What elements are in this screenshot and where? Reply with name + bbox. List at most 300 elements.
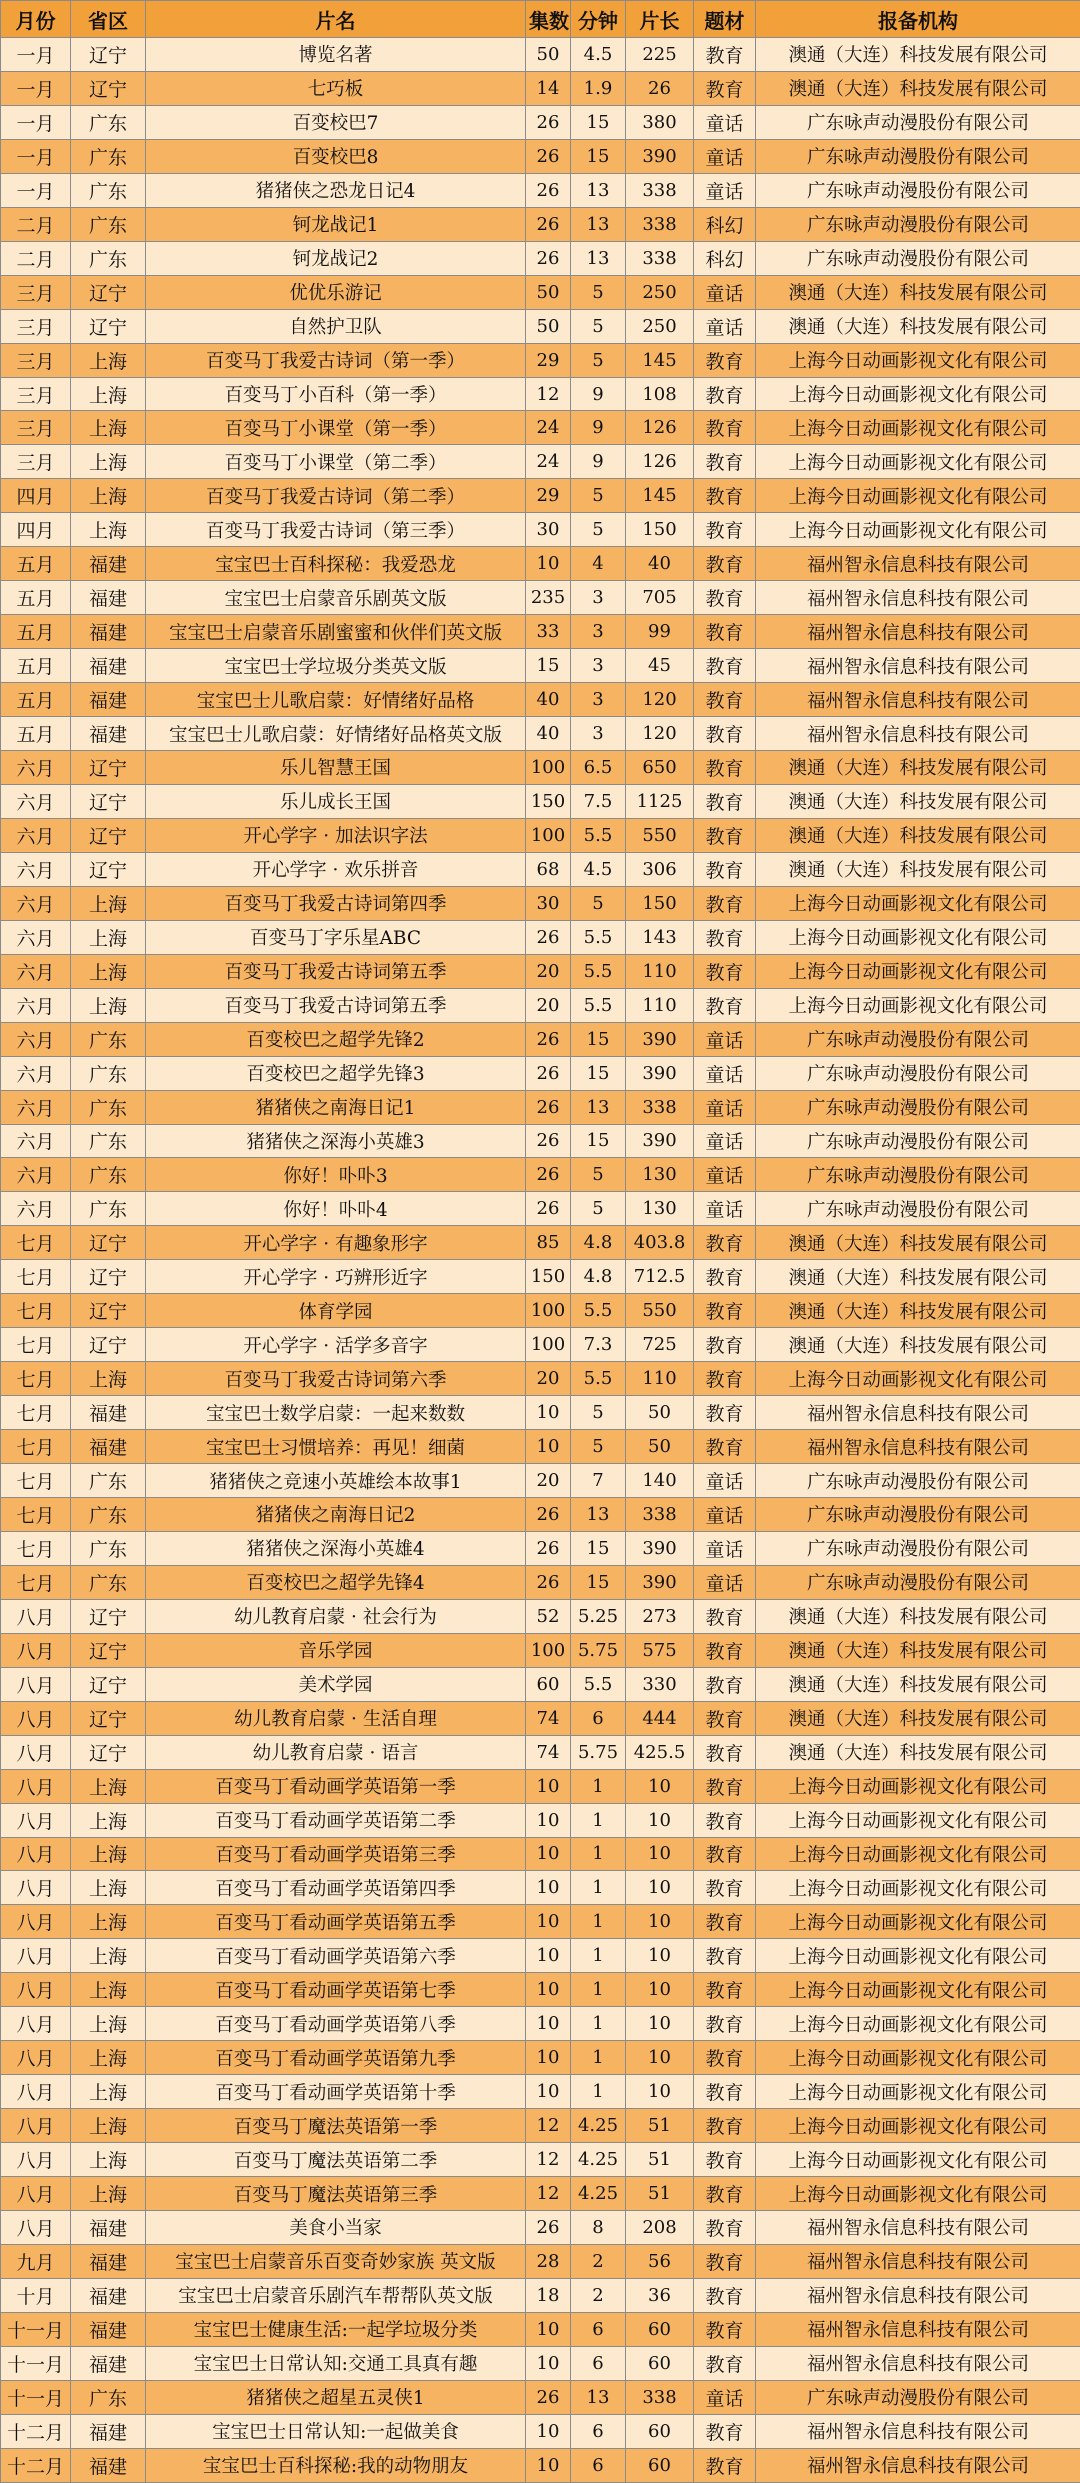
month-cell: 五月 xyxy=(1,649,71,683)
title-cell: 百变马丁小课堂（第二季） xyxy=(146,445,526,479)
month-cell: 七月 xyxy=(1,1226,71,1260)
title-cell: 宝宝巴士日常认知:交通工具真有趣 xyxy=(146,2346,526,2380)
title-cell: 宝宝巴士数学启蒙：一起来数数 xyxy=(146,1396,526,1430)
province-cell: 上海 xyxy=(71,2041,146,2075)
month-cell: 八月 xyxy=(1,1871,71,1905)
organization-cell: 澳通（大连）科技发展有限公司 xyxy=(756,1599,1080,1633)
genre-cell: 童话 xyxy=(694,1497,756,1531)
organization-cell: 福州智永信息科技有限公司 xyxy=(756,2414,1080,2448)
organization-cell: 澳通（大连）科技发展有限公司 xyxy=(756,818,1080,852)
organization-cell: 福州智永信息科技有限公司 xyxy=(756,2448,1080,2482)
episodes-cell: 26 xyxy=(526,1565,571,1599)
month-cell: 三月 xyxy=(1,275,71,309)
table-row xyxy=(1,2346,1080,2380)
minutes-cell: 6 xyxy=(571,2312,626,2346)
episodes-cell: 20 xyxy=(526,954,571,988)
episodes-cell: 10 xyxy=(526,1871,571,1905)
genre-cell: 教育 xyxy=(694,1939,756,1973)
duration-cell: 390 xyxy=(626,1056,694,1090)
month-cell: 七月 xyxy=(1,1565,71,1599)
month-cell: 六月 xyxy=(1,1090,71,1124)
table-row xyxy=(1,1090,1080,1124)
minutes-cell: 15 xyxy=(571,1022,626,1056)
month-cell: 三月 xyxy=(1,343,71,377)
genre-cell: 童话 xyxy=(694,1531,756,1565)
title-cell: 百变马丁我爱古诗词第六季 xyxy=(146,1362,526,1396)
title-cell: 百变马丁魔法英语第一季 xyxy=(146,2109,526,2143)
title-cell: 宝宝巴士习惯培养：再见！细菌 xyxy=(146,1430,526,1464)
province-cell: 福建 xyxy=(71,581,146,615)
province-cell: 广东 xyxy=(71,1158,146,1192)
genre-cell: 教育 xyxy=(694,1973,756,2007)
minutes-cell: 1 xyxy=(571,1769,626,1803)
organization-cell: 上海今日动画影视文化有限公司 xyxy=(756,920,1080,954)
episodes-cell: 10 xyxy=(526,2075,571,2109)
minutes-cell: 5 xyxy=(571,1430,626,1464)
minutes-cell: 1 xyxy=(571,2007,626,2041)
table-row xyxy=(1,2278,1080,2312)
episodes-cell: 29 xyxy=(526,343,571,377)
month-cell: 五月 xyxy=(1,547,71,581)
episodes-cell: 10 xyxy=(526,1396,571,1430)
title-cell: 宝宝巴士启蒙音乐百变奇妙家族 英文版 xyxy=(146,2244,526,2278)
episodes-cell: 24 xyxy=(526,411,571,445)
title-cell: 开心学字 · 加法识字法 xyxy=(146,818,526,852)
duration-cell: 120 xyxy=(626,683,694,717)
minutes-cell: 5.5 xyxy=(571,920,626,954)
province-cell: 辽宁 xyxy=(71,1701,146,1735)
minutes-cell: 5 xyxy=(571,513,626,547)
province-cell: 辽宁 xyxy=(71,71,146,105)
month-cell: 五月 xyxy=(1,683,71,717)
province-cell: 上海 xyxy=(71,411,146,445)
genre-cell: 教育 xyxy=(694,1701,756,1735)
episodes-cell: 100 xyxy=(526,1633,571,1667)
episodes-cell: 33 xyxy=(526,615,571,649)
minutes-cell: 4.5 xyxy=(571,38,626,72)
genre-cell: 教育 xyxy=(694,784,756,818)
table-row xyxy=(1,1871,1080,1905)
organization-cell: 上海今日动画影视文化有限公司 xyxy=(756,988,1080,1022)
genre-cell: 教育 xyxy=(694,2075,756,2109)
episodes-cell: 26 xyxy=(526,105,571,139)
month-cell: 八月 xyxy=(1,2007,71,2041)
genre-cell: 童话 xyxy=(694,173,756,207)
genre-cell: 教育 xyxy=(694,615,756,649)
episodes-cell: 26 xyxy=(526,1056,571,1090)
organization-cell: 澳通（大连）科技发展有限公司 xyxy=(756,1701,1080,1735)
title-cell: 百变马丁魔法英语第三季 xyxy=(146,2177,526,2211)
month-cell: 八月 xyxy=(1,1803,71,1837)
title-cell: 宝宝巴士学垃圾分类英文版 xyxy=(146,649,526,683)
province-cell: 广东 xyxy=(71,1464,146,1498)
title-cell: 宝宝巴士启蒙音乐剧英文版 xyxy=(146,581,526,615)
episodes-cell: 26 xyxy=(526,241,571,275)
table-row xyxy=(1,1328,1080,1362)
episodes-cell: 14 xyxy=(526,71,571,105)
minutes-cell: 6 xyxy=(571,2448,626,2482)
minutes-cell: 4.25 xyxy=(571,2143,626,2177)
title-cell: 宝宝巴士儿歌启蒙：好情绪好品格 xyxy=(146,683,526,717)
genre-cell: 教育 xyxy=(694,1294,756,1328)
table-row xyxy=(1,1294,1080,1328)
minutes-cell: 9 xyxy=(571,411,626,445)
episodes-cell: 26 xyxy=(526,2211,571,2245)
genre-cell: 教育 xyxy=(694,411,756,445)
organization-cell: 澳通（大连）科技发展有限公司 xyxy=(756,1226,1080,1260)
episodes-cell: 20 xyxy=(526,988,571,1022)
minutes-cell: 13 xyxy=(571,2380,626,2414)
province-cell: 广东 xyxy=(71,139,146,173)
genre-cell: 教育 xyxy=(694,71,756,105)
province-cell: 辽宁 xyxy=(71,309,146,343)
genre-cell: 教育 xyxy=(694,2109,756,2143)
episodes-cell: 20 xyxy=(526,1362,571,1396)
province-cell: 辽宁 xyxy=(71,852,146,886)
duration-cell: 1125 xyxy=(626,784,694,818)
minutes-cell: 5 xyxy=(571,1158,626,1192)
duration-cell: 10 xyxy=(626,1837,694,1871)
genre-cell: 童话 xyxy=(694,105,756,139)
province-cell: 辽宁 xyxy=(71,1260,146,1294)
duration-cell: 575 xyxy=(626,1633,694,1667)
month-cell: 一月 xyxy=(1,71,71,105)
table-row xyxy=(1,207,1080,241)
minutes-cell: 5 xyxy=(571,1396,626,1430)
episodes-cell: 60 xyxy=(526,1667,571,1701)
organization-cell: 上海今日动画影视文化有限公司 xyxy=(756,886,1080,920)
province-cell: 辽宁 xyxy=(71,1599,146,1633)
episodes-cell: 100 xyxy=(526,751,571,785)
title-cell: 百变马丁看动画学英语第四季 xyxy=(146,1871,526,1905)
title-cell: 幼儿教育启蒙 · 语言 xyxy=(146,1735,526,1769)
title-cell: 百变马丁看动画学英语第二季 xyxy=(146,1803,526,1837)
month-cell: 一月 xyxy=(1,105,71,139)
minutes-cell: 1 xyxy=(571,1871,626,1905)
organization-cell: 上海今日动画影视文化有限公司 xyxy=(756,479,1080,513)
genre-cell: 教育 xyxy=(694,1735,756,1769)
minutes-cell: 1 xyxy=(571,2075,626,2109)
duration-cell: 99 xyxy=(626,615,694,649)
table-row xyxy=(1,886,1080,920)
minutes-cell: 15 xyxy=(571,139,626,173)
province-cell: 福建 xyxy=(71,1396,146,1430)
episodes-cell: 100 xyxy=(526,1328,571,1362)
genre-cell: 教育 xyxy=(694,547,756,581)
organization-cell: 广东咏声动漫股份有限公司 xyxy=(756,241,1080,275)
header-row xyxy=(1,1,1080,38)
title-cell: 宝宝巴士百科探秘：我爱恐龙 xyxy=(146,547,526,581)
episodes-cell: 26 xyxy=(526,1124,571,1158)
province-cell: 广东 xyxy=(71,1192,146,1226)
duration-cell: 10 xyxy=(626,1803,694,1837)
organization-cell: 广东咏声动漫股份有限公司 xyxy=(756,1565,1080,1599)
month-cell: 六月 xyxy=(1,1124,71,1158)
title-cell: 百变马丁看动画学英语第七季 xyxy=(146,1973,526,2007)
organization-cell: 广东咏声动漫股份有限公司 xyxy=(756,1464,1080,1498)
minutes-cell: 1.9 xyxy=(571,71,626,105)
organization-cell: 福州智永信息科技有限公司 xyxy=(756,683,1080,717)
title-cell: 乐儿成长王国 xyxy=(146,784,526,818)
duration-cell: 60 xyxy=(626,2346,694,2380)
title-cell: 百变马丁看动画学英语第五季 xyxy=(146,1905,526,1939)
episodes-cell: 10 xyxy=(526,2448,571,2482)
organization-cell: 上海今日动画影视文化有限公司 xyxy=(756,513,1080,547)
genre-cell: 教育 xyxy=(694,2211,756,2245)
title-cell: 宝宝巴士日常认知:一起做美食 xyxy=(146,2414,526,2448)
month-cell: 十月 xyxy=(1,2278,71,2312)
province-cell: 广东 xyxy=(71,1090,146,1124)
genre-cell: 教育 xyxy=(694,2244,756,2278)
table-row xyxy=(1,343,1080,377)
duration-cell: 380 xyxy=(626,105,694,139)
table-row xyxy=(1,445,1080,479)
month-cell: 七月 xyxy=(1,1396,71,1430)
organization-cell: 澳通（大连）科技发展有限公司 xyxy=(756,751,1080,785)
genre-cell: 教育 xyxy=(694,343,756,377)
month-cell: 九月 xyxy=(1,2244,71,2278)
province-cell: 上海 xyxy=(71,479,146,513)
episodes-cell: 10 xyxy=(526,1837,571,1871)
table-row xyxy=(1,1226,1080,1260)
duration-cell: 110 xyxy=(626,1362,694,1396)
genre-cell: 教育 xyxy=(694,1396,756,1430)
table-row xyxy=(1,513,1080,547)
province-cell: 福建 xyxy=(71,2312,146,2346)
province-cell: 福建 xyxy=(71,615,146,649)
month-cell: 七月 xyxy=(1,1531,71,1565)
table-row xyxy=(1,852,1080,886)
province-cell: 福建 xyxy=(71,2211,146,2245)
table-row xyxy=(1,105,1080,139)
genre-cell: 教育 xyxy=(694,717,756,751)
title-cell: 宝宝巴士健康生活:一起学垃圾分类 xyxy=(146,2312,526,2346)
table-row xyxy=(1,547,1080,581)
duration-cell: 140 xyxy=(626,1464,694,1498)
minutes-cell: 5.5 xyxy=(571,1294,626,1328)
episodes-cell: 10 xyxy=(526,1803,571,1837)
episodes-cell: 85 xyxy=(526,1226,571,1260)
episodes-cell: 150 xyxy=(526,1260,571,1294)
month-cell: 六月 xyxy=(1,1158,71,1192)
episodes-cell: 68 xyxy=(526,852,571,886)
minutes-cell: 5.5 xyxy=(571,1667,626,1701)
title-cell: 你好！卟卟4 xyxy=(146,1192,526,1226)
organization-cell: 广东咏声动漫股份有限公司 xyxy=(756,173,1080,207)
genre-cell: 童话 xyxy=(694,275,756,309)
province-cell: 福建 xyxy=(71,2414,146,2448)
province-cell: 广东 xyxy=(71,1124,146,1158)
month-cell: 八月 xyxy=(1,2211,71,2245)
duration-cell: 10 xyxy=(626,1769,694,1803)
episodes-cell: 100 xyxy=(526,1294,571,1328)
genre-cell: 教育 xyxy=(694,2007,756,2041)
genre-cell: 教育 xyxy=(694,818,756,852)
genre-cell: 童话 xyxy=(694,309,756,343)
episodes-cell: 100 xyxy=(526,818,571,852)
minutes-cell: 13 xyxy=(571,207,626,241)
episodes-cell: 10 xyxy=(526,1973,571,2007)
province-cell: 上海 xyxy=(71,988,146,1022)
genre-cell: 教育 xyxy=(694,2448,756,2482)
minutes-cell: 5 xyxy=(571,275,626,309)
episodes-cell: 26 xyxy=(526,1022,571,1056)
genre-cell: 教育 xyxy=(694,1837,756,1871)
genre-cell: 教育 xyxy=(694,920,756,954)
duration-cell: 444 xyxy=(626,1701,694,1735)
month-cell: 十一月 xyxy=(1,2346,71,2380)
duration-cell: 250 xyxy=(626,275,694,309)
table-row xyxy=(1,1599,1080,1633)
month-cell: 八月 xyxy=(1,2075,71,2109)
table-row xyxy=(1,615,1080,649)
genre-cell: 教育 xyxy=(694,683,756,717)
organization-cell: 福州智永信息科技有限公司 xyxy=(756,2278,1080,2312)
minutes-cell: 4.8 xyxy=(571,1226,626,1260)
table-row xyxy=(1,784,1080,818)
table-row xyxy=(1,275,1080,309)
duration-cell: 51 xyxy=(626,2143,694,2177)
genre-cell: 童话 xyxy=(694,1192,756,1226)
title-cell: 宝宝巴士百科探秘:我的动物朋友 xyxy=(146,2448,526,2482)
province-cell: 上海 xyxy=(71,1362,146,1396)
table-row xyxy=(1,1396,1080,1430)
episodes-cell: 10 xyxy=(526,1905,571,1939)
duration-cell: 120 xyxy=(626,717,694,751)
month-cell: 六月 xyxy=(1,988,71,1022)
province-cell: 上海 xyxy=(71,445,146,479)
header-episodes: 集数 xyxy=(526,1,571,38)
table-row xyxy=(1,1022,1080,1056)
table-row xyxy=(1,411,1080,445)
episodes-cell: 10 xyxy=(526,2346,571,2380)
title-cell: 百变马丁看动画学英语第一季 xyxy=(146,1769,526,1803)
table-row xyxy=(1,1905,1080,1939)
duration-cell: 650 xyxy=(626,751,694,785)
minutes-cell: 4.8 xyxy=(571,1260,626,1294)
genre-cell: 科幻 xyxy=(694,207,756,241)
duration-cell: 10 xyxy=(626,2007,694,2041)
province-cell: 辽宁 xyxy=(71,1633,146,1667)
minutes-cell: 2 xyxy=(571,2278,626,2312)
minutes-cell: 4 xyxy=(571,547,626,581)
month-cell: 八月 xyxy=(1,1735,71,1769)
table-row xyxy=(1,2244,1080,2278)
organization-cell: 上海今日动画影视文化有限公司 xyxy=(756,1973,1080,2007)
title-cell: 开心学字 · 欢乐拼音 xyxy=(146,852,526,886)
province-cell: 辽宁 xyxy=(71,1328,146,1362)
province-cell: 广东 xyxy=(71,2380,146,2414)
episodes-cell: 26 xyxy=(526,1497,571,1531)
episodes-cell: 26 xyxy=(526,2380,571,2414)
province-cell: 辽宁 xyxy=(71,1667,146,1701)
table-row xyxy=(1,2041,1080,2075)
province-cell: 广东 xyxy=(71,1497,146,1531)
episodes-cell: 26 xyxy=(526,207,571,241)
duration-cell: 338 xyxy=(626,207,694,241)
duration-cell: 10 xyxy=(626,2041,694,2075)
month-cell: 一月 xyxy=(1,173,71,207)
province-cell: 福建 xyxy=(71,547,146,581)
duration-cell: 705 xyxy=(626,581,694,615)
table-row xyxy=(1,1837,1080,1871)
genre-cell: 教育 xyxy=(694,2414,756,2448)
episodes-cell: 26 xyxy=(526,1192,571,1226)
month-cell: 七月 xyxy=(1,1362,71,1396)
genre-cell: 教育 xyxy=(694,38,756,72)
table-row xyxy=(1,2109,1080,2143)
episodes-cell: 20 xyxy=(526,1464,571,1498)
table-row xyxy=(1,377,1080,411)
duration-cell: 40 xyxy=(626,547,694,581)
month-cell: 六月 xyxy=(1,920,71,954)
table-row xyxy=(1,38,1080,72)
organization-cell: 福州智永信息科技有限公司 xyxy=(756,2346,1080,2380)
episodes-cell: 12 xyxy=(526,2143,571,2177)
minutes-cell: 15 xyxy=(571,105,626,139)
organization-cell: 福州智永信息科技有限公司 xyxy=(756,717,1080,751)
duration-cell: 403.8 xyxy=(626,1226,694,1260)
genre-cell: 教育 xyxy=(694,1328,756,1362)
province-cell: 上海 xyxy=(71,1973,146,2007)
organization-cell: 广东咏声动漫股份有限公司 xyxy=(756,1192,1080,1226)
table-row xyxy=(1,173,1080,207)
minutes-cell: 5 xyxy=(571,1192,626,1226)
month-cell: 七月 xyxy=(1,1464,71,1498)
table-row xyxy=(1,2312,1080,2346)
table-row xyxy=(1,581,1080,615)
month-cell: 十一月 xyxy=(1,2380,71,2414)
title-cell: 乐儿智慧王国 xyxy=(146,751,526,785)
organization-cell: 上海今日动画影视文化有限公司 xyxy=(756,2177,1080,2211)
month-cell: 十二月 xyxy=(1,2414,71,2448)
province-cell: 广东 xyxy=(71,241,146,275)
header-duration: 片长 xyxy=(626,1,694,38)
organization-cell: 福州智永信息科技有限公司 xyxy=(756,2312,1080,2346)
minutes-cell: 15 xyxy=(571,1531,626,1565)
duration-cell: 338 xyxy=(626,2380,694,2414)
episodes-cell: 50 xyxy=(526,38,571,72)
organization-cell: 福州智永信息科技有限公司 xyxy=(756,649,1080,683)
table-row xyxy=(1,1158,1080,1192)
minutes-cell: 4.25 xyxy=(571,2177,626,2211)
duration-cell: 550 xyxy=(626,818,694,852)
duration-cell: 338 xyxy=(626,241,694,275)
province-cell: 上海 xyxy=(71,954,146,988)
minutes-cell: 15 xyxy=(571,1124,626,1158)
month-cell: 七月 xyxy=(1,1294,71,1328)
duration-cell: 51 xyxy=(626,2177,694,2211)
title-cell: 百变马丁小百科（第一季） xyxy=(146,377,526,411)
minutes-cell: 5.5 xyxy=(571,1362,626,1396)
duration-cell: 145 xyxy=(626,343,694,377)
header-title: 片名 xyxy=(146,1,526,38)
genre-cell: 教育 xyxy=(694,1599,756,1633)
duration-cell: 26 xyxy=(626,71,694,105)
genre-cell: 教育 xyxy=(694,1633,756,1667)
month-cell: 六月 xyxy=(1,1192,71,1226)
title-cell: 百变马丁我爱古诗词（第二季） xyxy=(146,479,526,513)
title-cell: 优优乐游记 xyxy=(146,275,526,309)
month-cell: 六月 xyxy=(1,886,71,920)
header-province: 省区 xyxy=(71,1,146,38)
table-row xyxy=(1,751,1080,785)
genre-cell: 教育 xyxy=(694,751,756,785)
organization-cell: 澳通（大连）科技发展有限公司 xyxy=(756,1260,1080,1294)
episodes-cell: 10 xyxy=(526,2007,571,2041)
minutes-cell: 13 xyxy=(571,1090,626,1124)
organization-cell: 福州智永信息科技有限公司 xyxy=(756,1430,1080,1464)
